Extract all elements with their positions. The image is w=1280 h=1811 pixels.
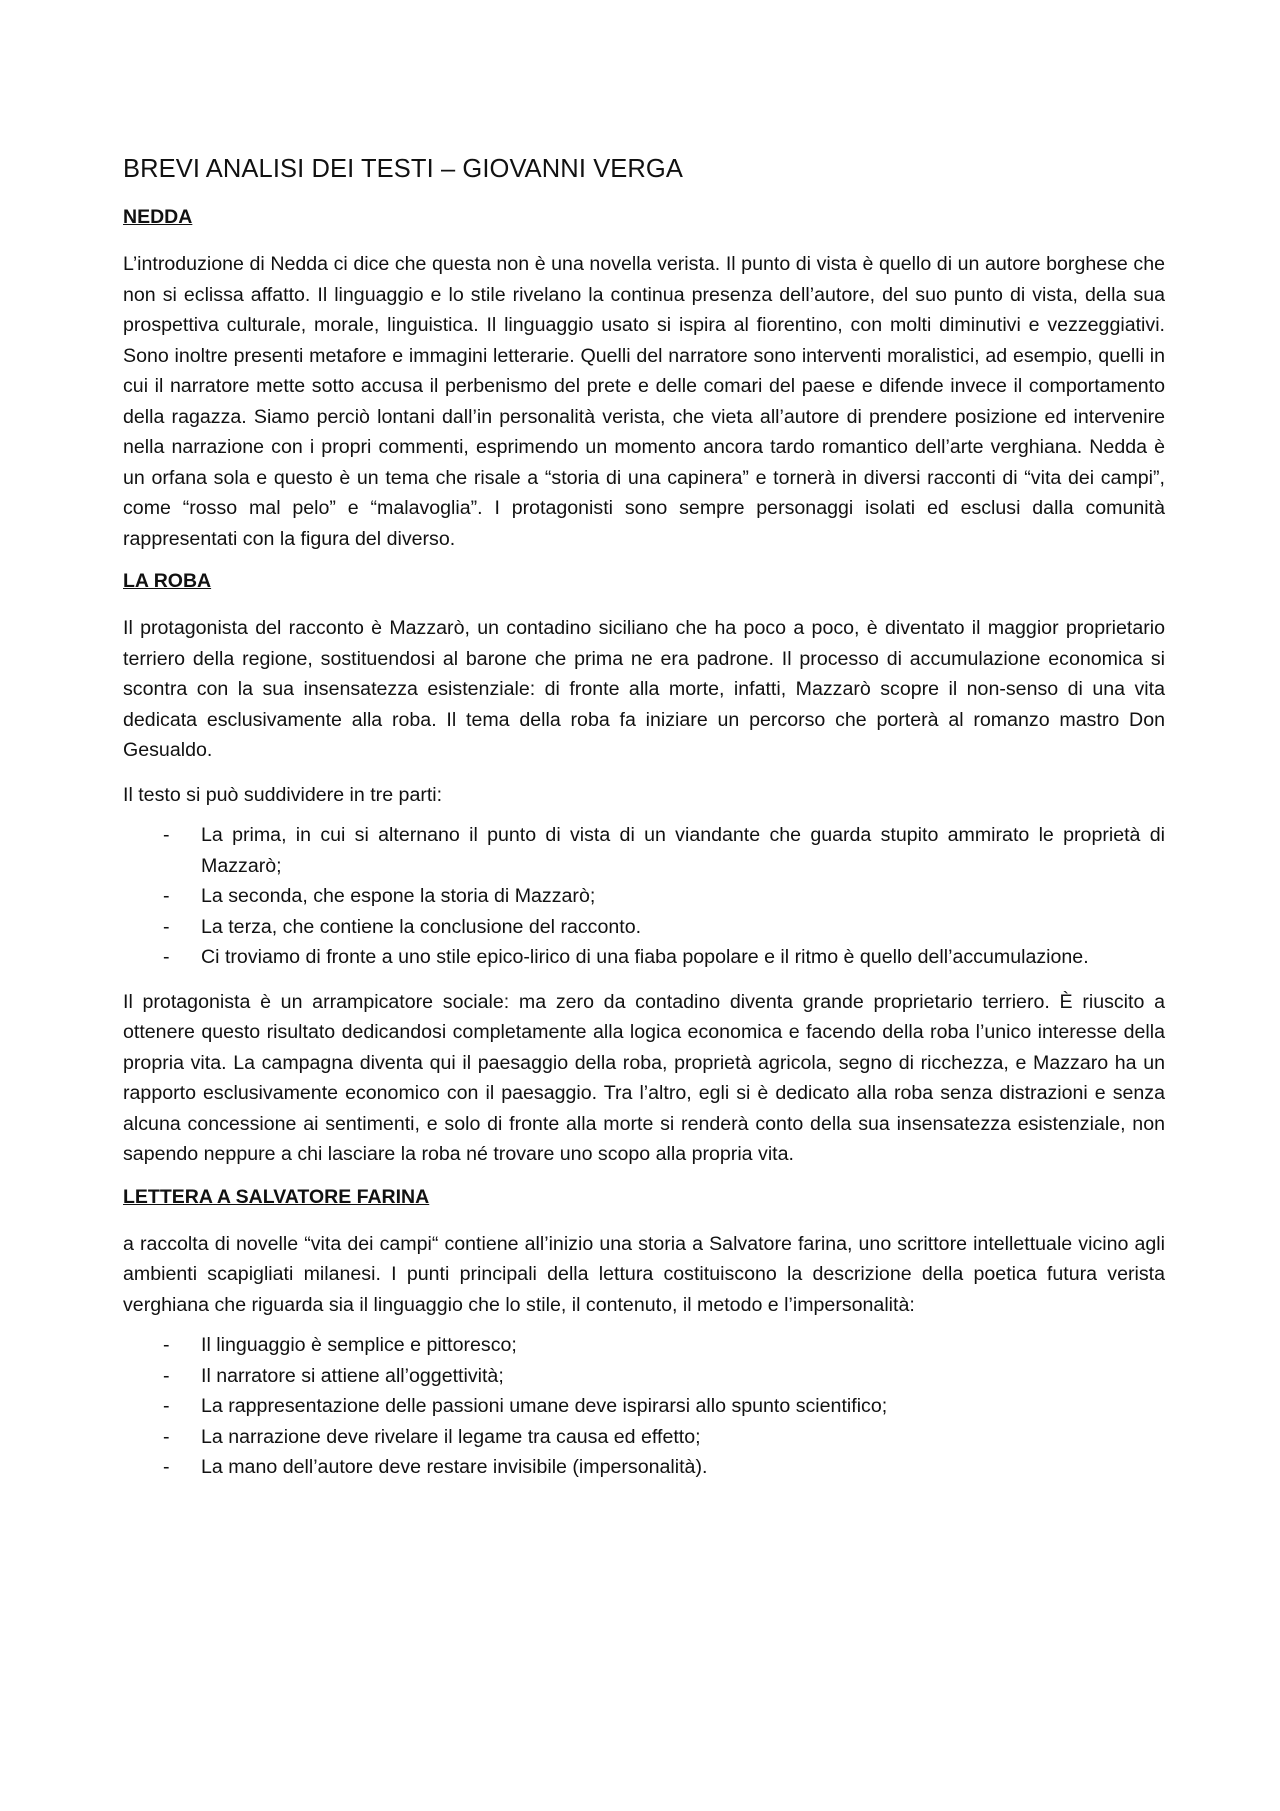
document-title: BREVI ANALISI DEI TESTI – GIOVANNI VERGA bbox=[123, 155, 683, 183]
roba-intro-paragraph: Il protagonista del racconto è Mazzarò, un contadino siciliano che ha poco a poco, è diventato il maggior proprietario terriero della regione, sostituendosi al barone che prima ne era padrone. Il processo di accumulazione economica si scontra con la sua insensatezza esistenziale: di fronte alla morte, infatti, Mazzarò scopre il non-senso di una vita dedicata esclusivamente alla roba. Il tema della roba fa iniziare un percorso che porterà al romanzo mastro Don Gesualdo. bbox=[123, 617, 1165, 761]
list-item: - La narrazione deve rivelare il legame tra causa ed effetto; bbox=[163, 1425, 701, 1448]
section-heading-la-roba: LA ROBA bbox=[123, 570, 212, 592]
roba-parts-list bbox=[123, 820, 1165, 973]
lettera-paragraph: a raccolta di novelle “vita dei campi“ contiene all’inizio una storia a Salvatore farina, uno scrittore intellettuale vicino agli ambienti scapigliati milanesi. I punti principali della lettura costituiscono la descrizione della poetica futura verista verghiana che riguarda sia il linguaggio che lo stile, il contenuto, il metodo e l’impersonalità: bbox=[123, 1232, 1165, 1316]
list-item: - La terza, che contiene la conclusione del racconto. bbox=[163, 915, 642, 938]
section-heading-lettera: LETTERA A SALVATORE FARINA bbox=[123, 1185, 430, 1208]
list-item: - Il narratore si attiene all’oggettività; bbox=[163, 1364, 504, 1387]
section-la-roba bbox=[123, 570, 1165, 1170]
list-item: - La rappresentazione delle passioni umane deve ispirarsi allo spunto scientifico; bbox=[163, 1395, 888, 1417]
list-item: - La prima, in cui si alternano il punto di vista di un viandante che guarda stupito ammirato le proprietà di Mazzarò; bbox=[163, 824, 1165, 877]
list-item: - La seconda, che espone la storia di Mazzarò; bbox=[163, 885, 596, 907]
lettera-points-list bbox=[123, 1330, 1165, 1483]
section-nedda bbox=[123, 206, 1165, 554]
list-item: - La mano dell’autore deve restare invisibile (impersonalità). bbox=[163, 1456, 708, 1478]
list-item: - Ci troviamo di fronte a uno stile epico-lirico di una fiaba popolare e il ritmo è quello dell’accumulazione. bbox=[163, 946, 1089, 968]
roba-closing-paragraph: Il protagonista è un arrampicatore sociale: ma zero da contadino diventa grande proprietario terriero. È riuscito a ottenere questo risultato dedicandosi completamente alla logica economica e facendo della roba l’unico interesse della propria vita. La campagna diventa qui il paesaggio della roba, proprietà agricola, segno di ricchezza, e Mazzaro ha un rapporto esclusivamente economico con il paesaggio. Tra l’altro, egli si è dedicato alla roba senza distrazioni e senza alcuna concessione ai sentimenti, e solo di fronte alla morte si renderà conto della sua insensatezza esistenziale, non sapendo neppure a chi lasciare la roba né trovare uno scopo alla propria vita. bbox=[123, 990, 1165, 1165]
section-lettera-salvatore-farina bbox=[123, 1186, 1165, 1483]
section-heading-nedda: NEDDA bbox=[123, 206, 193, 228]
document-page bbox=[123, 155, 1165, 1497]
nedda-paragraph: L’introduzione di Nedda ci dice che questa non è una novella verista. Il punto di vista è quello di un autore borghese che non si eclissa affatto. Il linguaggio e lo stile rivelano la continua presenza dell’autore, del suo punto di vista, della sua prospettiva culturale, morale, linguistica. Il linguaggio usato si ispira al fiorentino, con molti diminutivi e vezzeggiativi. Sono inoltre presenti metafore e immagini letterarie. Quelli del narratore sono interventi moralistici, ad esempio, quelli in cui il narratore mette sotto accusa il perbenismo del prete e delle comari del paese e difende invece il comportamento della ragazza. Siamo perciò lontani dall’in personalità verista, che vieta all’autore di prendere posizione ed intervenire nella narrazione con i propri commenti, esprimendo un momento ancora tardo romantico dell’arte verghiana. Nedda è un orfana sola e questo è un tema che risale a “storia di una capinera” e tornerà in diversi racconti di “vita dei campi”, come “rosso mal pelo” e “malavoglia”. I protagonisti sono sempre personaggi isolati ed esclusi dalla comunità rappresentati con la figura del diverso. bbox=[123, 253, 1165, 550]
list-item: - Il linguaggio è semplice e pittoresco; bbox=[163, 1334, 517, 1356]
roba-parts-intro: Il testo si può suddividere in tre parti: bbox=[123, 783, 443, 806]
